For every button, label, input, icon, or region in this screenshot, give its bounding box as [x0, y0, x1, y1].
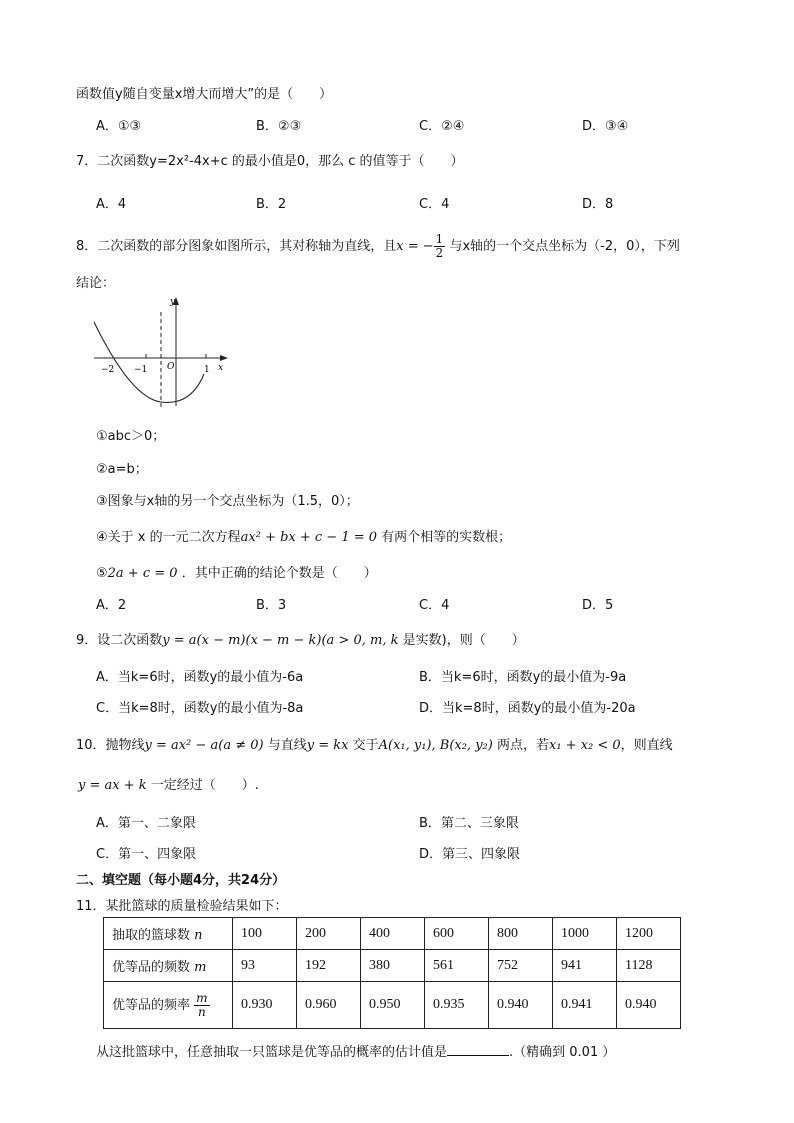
- graph-y-label: y: [170, 297, 176, 307]
- q10-stem-line1: [76, 734, 673, 753]
- q8-option-c[interactable]: C．4: [419, 598, 450, 613]
- graph-x-label: x: [218, 363, 224, 373]
- q8-stem-line1: [76, 233, 680, 260]
- q11-table: [103, 917, 681, 1029]
- frac-n: n: [197, 1004, 206, 1019]
- table-cell: 0.940: [489, 982, 553, 1029]
- q10-stem-c: 交于: [352, 738, 379, 753]
- q10-line: y = kx: [306, 738, 349, 753]
- q8-c4-text-a: ④关于 x 的一元二次方程: [96, 530, 241, 545]
- q8-conclusion-1: ①abc＞0；: [96, 429, 166, 444]
- row-label-rate: 优等品的频率: [112, 997, 191, 1013]
- row-label-total: 抽取的篮球数: [112, 928, 191, 943]
- q8-stem-line2: 结论：: [76, 276, 116, 291]
- table-cell: 380: [361, 950, 425, 982]
- q10-option-b[interactable]: B．第二、三象限: [419, 816, 519, 831]
- table-cell: 192: [297, 950, 361, 982]
- q8-stem-a: 8．二次函数的部分图象如图所示，其对称轴为直线，且: [76, 239, 397, 254]
- q7-option-a[interactable]: A．4: [96, 197, 127, 212]
- q10-points: A(x₁, y₁), B(x₂, y₂): [378, 738, 493, 753]
- row-header-total: [104, 918, 233, 950]
- q6-stem-tail: 函数值y随自变量x增大而增大”的是（ ）: [76, 87, 333, 102]
- q8-frac-num: 1: [435, 232, 444, 246]
- q11-question-line: [96, 1041, 615, 1060]
- q9-option-d[interactable]: D．当k=8时，函数y的最小值为-20a: [419, 701, 636, 716]
- q11-after-a: 从这批篮球中，任意抽取一只篮球是优等品的概率的估计值是: [96, 1045, 448, 1060]
- q9-option-c[interactable]: C．当k=8时，函数y的最小值为-8a: [96, 701, 304, 716]
- q8-conclusion-2: ②a=b；: [96, 462, 148, 477]
- q10-option-c[interactable]: C．第一、四象限: [96, 847, 197, 862]
- q11-stem: 11．某批篮球的质量检验结果如下：: [76, 899, 288, 914]
- q8-c4-text-b: 有两个相等的实数根；: [381, 530, 512, 545]
- x-axis-arrow: [220, 355, 228, 361]
- q9-stem: [76, 629, 525, 648]
- q8-axis-eq: x = −: [396, 239, 434, 254]
- symbol-m-over-n: [194, 992, 209, 1019]
- q11-after-b: .（精确到 0.01 ）: [509, 1045, 616, 1060]
- table-row: [104, 918, 681, 950]
- table-cell: 941: [553, 950, 617, 982]
- q10-stem-f: 一定经过（ ）.: [150, 778, 259, 793]
- answer-blank[interactable]: [447, 1043, 509, 1056]
- q6-option-b[interactable]: B．②③: [256, 119, 302, 134]
- row-header-frequency: [104, 950, 233, 982]
- q10-option-a[interactable]: A．第一、二象限: [96, 816, 196, 831]
- q10-stem-a: 10．抛物线: [76, 738, 145, 753]
- q10-target-line: y = ax + k: [78, 778, 147, 793]
- q7-stem: 7．二次函数y=2x²-4x+c 的最小值是0，那么 c 的值等于（ ）: [76, 154, 464, 169]
- q6-option-c[interactable]: C．②④: [419, 119, 465, 134]
- table-cell: 0.941: [553, 982, 617, 1029]
- symbol-n: n: [194, 928, 203, 943]
- table-cell: 561: [425, 950, 489, 982]
- table-cell: 1200: [617, 918, 681, 950]
- q8-parabola-graph: [88, 294, 233, 414]
- symbol-m: m: [194, 960, 207, 975]
- section-fill-in-title: 二、填空题（每小题4分，共24分）: [76, 873, 286, 888]
- graph-tick-label-minus-two: −2: [101, 365, 115, 375]
- q10-option-d[interactable]: D．第三、四象限: [419, 847, 521, 862]
- q8-option-b[interactable]: B．3: [256, 598, 287, 613]
- table-cell: 800: [489, 918, 553, 950]
- q8-c4-equation: ax² + bx + c − 1 = 0: [240, 530, 378, 545]
- q8-conclusion-5: [96, 562, 377, 581]
- table-cell: 0.935: [425, 982, 489, 1029]
- table-cell: 0.930: [233, 982, 297, 1029]
- table-row: [104, 950, 681, 982]
- table-row: [104, 982, 681, 1029]
- table-cell: 93: [233, 950, 297, 982]
- row-header-rate: [104, 982, 233, 1029]
- table-cell: 100: [233, 918, 297, 950]
- q6-option-d[interactable]: D．③④: [582, 119, 629, 134]
- table-cell: 200: [297, 918, 361, 950]
- q10-stem-d: 两点，若: [496, 738, 549, 753]
- table-cell: 400: [361, 918, 425, 950]
- q8-stem-b: 与x轴的一个交点坐标为（-2，0），下列: [449, 239, 680, 254]
- q9-stem-a: 9．设二次函数: [76, 633, 163, 648]
- table-cell: 0.940: [617, 982, 681, 1029]
- graph-tick-label-one: 1: [204, 365, 210, 375]
- q9-stem-b: 是实数)，则（ ）: [402, 633, 525, 648]
- q10-condition: x₁ + x₂ < 0: [549, 738, 621, 753]
- parabola-curve: [94, 322, 204, 402]
- q9-option-b[interactable]: B．当k=6时，函数y的最小值为-9a: [419, 670, 627, 685]
- q8-c5-equation: 2a + c = 0: [107, 566, 178, 581]
- q7-option-c[interactable]: C．4: [419, 197, 450, 212]
- q8-c5-text-a: ⑤: [96, 566, 108, 581]
- graph-tick-label-minus-one: −1: [134, 365, 148, 375]
- q7-option-d[interactable]: D．8: [582, 197, 614, 212]
- graph-origin-label: O: [167, 362, 175, 372]
- q8-conclusion-3: ③图象与x轴的另一个交点坐标为（1.5，0）；: [96, 494, 359, 509]
- q10-stem-b: 与直线: [267, 738, 307, 753]
- q10-parabola: y = ax² − a(a ≠ 0): [144, 738, 264, 753]
- table-cell: 1000: [553, 918, 617, 950]
- q8-axis-fraction: [434, 233, 446, 260]
- q9-option-a[interactable]: A．当k=6时，函数y的最小值为-6a: [96, 670, 304, 685]
- q8-frac-den: 2: [435, 246, 444, 260]
- q10-stem-line2: [78, 774, 259, 793]
- q8-conclusion-4: [96, 526, 511, 545]
- row-label-frequency: 优等品的频数: [112, 960, 191, 975]
- table-cell: 0.950: [361, 982, 425, 1029]
- q10-stem-e: ，则直线: [620, 738, 673, 753]
- table-cell: 0.960: [297, 982, 361, 1029]
- table-cell: 1128: [617, 950, 681, 982]
- table-cell: 600: [425, 918, 489, 950]
- q8-option-a[interactable]: A．2: [96, 598, 127, 613]
- q7-option-b[interactable]: B．2: [256, 197, 287, 212]
- q8-c5-text-b: ．其中正确的结论个数是（ ）: [181, 566, 377, 581]
- q8-option-d[interactable]: D．5: [582, 598, 614, 613]
- table-cell: 752: [489, 950, 553, 982]
- q9-function: y = a(x − m)(x − m − k)(a > 0, m, k: [162, 633, 399, 648]
- q6-option-a[interactable]: A．①③: [96, 119, 142, 134]
- frac-m: m: [196, 990, 208, 1005]
